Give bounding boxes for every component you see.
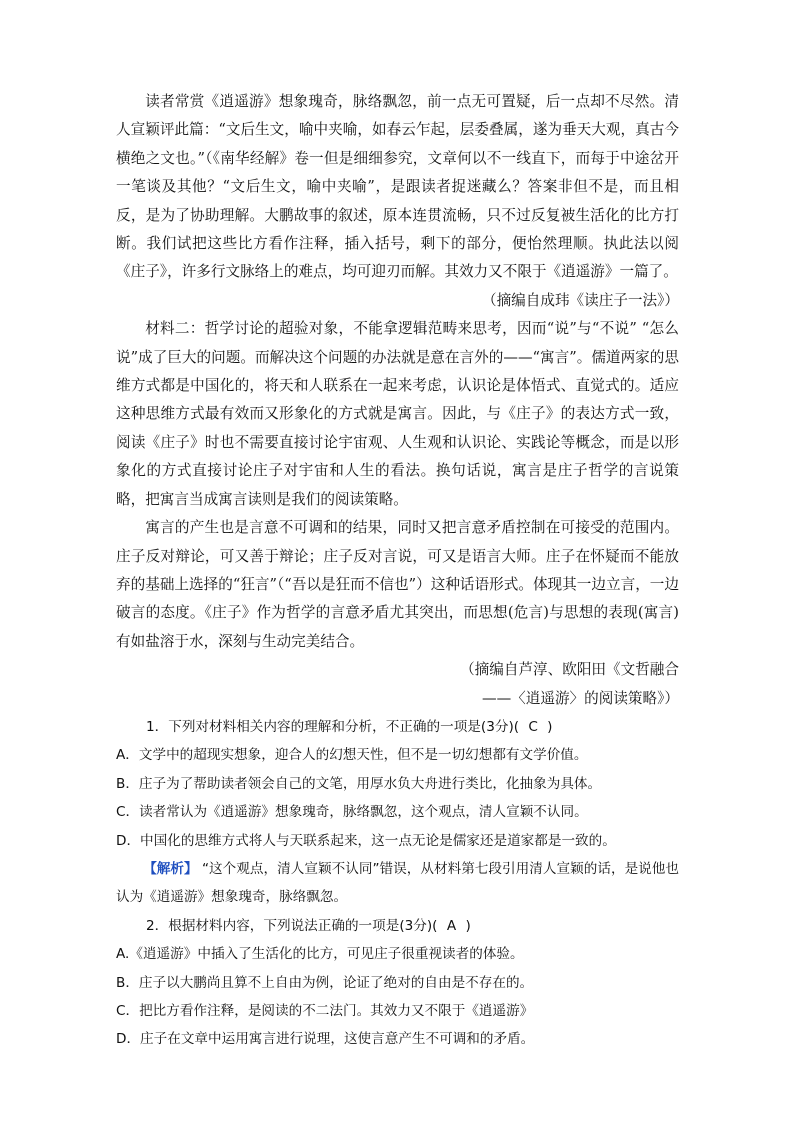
question-1-option-d: D．中国化的思维方式将人与天联系起来，这一点无论是儒家还是道家都是一致的。 [116, 832, 616, 849]
source-citation-2-line-1: （摘编自芦淳、欧阳田《文哲融合 [460, 661, 679, 679]
question-1-stem [116, 713, 679, 741]
source-citation-1: （摘编自成玮《读庄子一法》） [481, 291, 679, 309]
document-page [116, 88, 679, 1054]
question-1-text: 1．下列对材料相关内容的理解和分析，不正确的一项是(3分)( [146, 718, 520, 735]
question-1-analysis [116, 855, 679, 912]
question-1-answer: C [528, 718, 538, 735]
question-1-close: ) [547, 718, 553, 735]
paragraph-1: 读者常赏《逍遥游》想象瑰奇，脉络飘忽，前一点无可置疑，后一点却不尽然。清人宣颖评此篇：“文后生文，喻中夹喻，如春云乍起，层委叠属，遂为垂天大观，真古今横绝之文也。”（《南华经解》卷一但是细细参究，文章何以不一线直下，而每于中途岔开一笔谈及其他？“文后生文，喻中夹喻”，是跟读者捉迷藏么？答案非但不是，而且相反，是为了协助理解。大鹏故事的叙述，原本连贯流畅，只不过反复被生活化的比方打断。我们试把这些比方看作注释，插入括号，剩下的部分，便怡然理顺。执此法以阅《庄子》，许多行文脉络上的难点，均可迎刃而解。其效力又不限于《逍遥游》一篇了。 [116, 93, 679, 281]
question-1-option-b: B．庄子为了帮助读者领会自己的文笔，用厚水负大舟进行类比，化抽象为具体。 [116, 775, 602, 792]
source-citation-2-line-2: ——〈逍遥游〉的阅读策略》） [481, 689, 679, 707]
question-2-option-c: C．把比方看作注释，是阅读的不二法门。其效力又不限于《逍遥游》 [116, 1003, 534, 1019]
analysis-text: “这个观点，清人宣颖不认同”错误，从材料第七段引用清人宣颖的话，是说他也认为《逍遥游》想象瑰奇，脉络飘忽。 [116, 860, 680, 906]
question-1-option-c: C．读者常认为《逍遥游》想象瑰奇，脉络飘忽，这个观点，清人宣颖不认同。 [116, 804, 588, 821]
paragraph-3: 寓言的产生也是言意不可调和的结果，同时又把言意矛盾控制在可接受的范围内。庄子反对辩论，可又善于辩论；庄子反对言说，可又是语言大师。庄子在怀疑而不能放弃的基础上选择的“狂言”（“吾以是狂而不信也”）这种话语形式。体现其一边立言，一边破言的态度。《庄子》作为哲学的言意矛盾尤其突出，而思想(危言)与思想的表现(寓言)有如盐溶于水，深刻与生动完美结合。 [116, 519, 679, 650]
question-2-option-d: D．庄子在文章中运用寓言进行说理，这使言意产生不可调和的矛盾。 [116, 1031, 535, 1048]
question-2-option-b: B．庄子以大鹏尚且算不上自由为例，论证了绝对的自由是不存在的。 [116, 974, 534, 991]
question-2-close: ) [465, 917, 471, 934]
question-2-option-a: A.《逍遥游》中插入了生活化的比方，可见庄子很重视读者的体验。 [116, 946, 524, 963]
question-2-answer: A [446, 917, 457, 934]
analysis-tag: 【解析】 [143, 860, 198, 877]
question-2-stem [116, 912, 679, 940]
paragraph-material-2: 材料二：哲学讨论的超验对象，不能拿逻辑范畴来思考，因而“说”与“不说” “怎么说”成了巨大的问题。而解决这个问题的办法就是意在言外的——“寓言”。儒道两家的思维方式都是中国化的，将天和人联系在一起来考虑，认识论是体悟式、直觉式的。适应这种思维方式最有效而又形象化的方式就是寓言。因此，与《庄子》的表达方式一致，阅读《庄子》时也不需要直接讨论宇宙观、人生观和认识论、实践论等概念，而是以形象化的方式直接讨论庄子对宇宙和人生的看法。换句话说，寓言是庄子哲学的言说策略，把寓言当成寓言读则是我们的阅读策略。 [116, 320, 679, 508]
question-1-option-a: A．文学中的超现实想象，迎合人的幻想天性，但不是一切幻想都有文学价值。 [116, 747, 588, 764]
question-2-text: 2．根据材料内容，下列说法正确的一项是(3分)( [146, 917, 438, 934]
